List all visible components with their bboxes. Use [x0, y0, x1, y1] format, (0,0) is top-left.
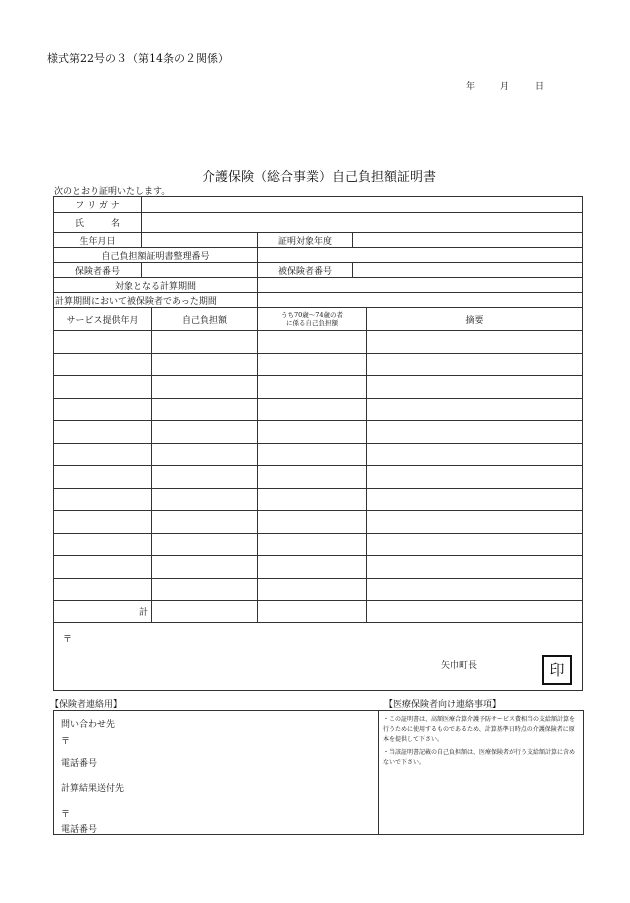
intro-text: 次のとおり証明いたします。 [54, 187, 171, 197]
table-row [54, 511, 583, 534]
service-table [53, 307, 583, 623]
table-row [54, 398, 583, 421]
form-number: 様式第22号の３（第14条の２関係） [47, 52, 229, 65]
copay-cell[interactable] [152, 421, 258, 444]
copay-70-74-cell[interactable] [258, 556, 367, 579]
copay-70-74-cell[interactable] [258, 398, 367, 421]
furigana-label: フ リ ガ ナ [54, 197, 142, 213]
date-year: 年 [466, 82, 476, 92]
send-to-label: 計算結果送付先 [61, 784, 125, 794]
header-service-month: サービス提供年月 [54, 308, 152, 331]
insurer-number-label: 保険者番号 [54, 263, 142, 278]
copay-70-74-cell[interactable] [258, 376, 367, 399]
postal-mark-2: 〒 [61, 810, 71, 820]
copay-70-74-cell[interactable] [258, 353, 367, 376]
copay-cell[interactable] [152, 511, 258, 534]
name-field[interactable] [142, 213, 583, 233]
insured-period-field[interactable] [258, 293, 583, 308]
copay-cell[interactable] [152, 331, 258, 354]
service-month-cell[interactable] [54, 353, 152, 376]
copay-70-74-cell[interactable] [258, 533, 367, 556]
service-month-cell[interactable] [54, 511, 152, 534]
service-month-cell[interactable] [54, 443, 152, 466]
copay-cell[interactable] [152, 556, 258, 579]
copay-70-74-cell[interactable] [258, 466, 367, 489]
birthdate-label: 生年月日 [54, 233, 142, 248]
remarks-cell[interactable] [367, 511, 583, 534]
table-row [54, 331, 583, 354]
remarks-cell[interactable] [367, 443, 583, 466]
birthdate-field[interactable] [142, 233, 258, 248]
table-row [54, 443, 583, 466]
issuer-area [53, 622, 583, 691]
copay-cell[interactable] [152, 488, 258, 511]
medical-note: ・この証明書は、高額医療合算介護予防サービス費相当の支給額計算を行うために使用するものであるため、計算基準日時点の介護保険者に原本を提供して下さい。 [383, 716, 576, 743]
service-month-cell[interactable] [54, 421, 152, 444]
service-month-cell[interactable] [54, 556, 152, 579]
inquiry-label: 問い合わせ先 [61, 720, 116, 730]
copay-70-74-cell[interactable] [258, 331, 367, 354]
cert-year-field[interactable] [353, 233, 583, 248]
postal-mark-1: 〒 [61, 737, 71, 747]
postal-mark: 〒 [63, 635, 73, 645]
insured-period-label: 計算期間において被保険者であった期間 [54, 293, 258, 308]
total-row [54, 601, 583, 623]
copay-cell[interactable] [152, 353, 258, 376]
phone-label-1: 電話番号 [61, 759, 98, 769]
table-row [54, 376, 583, 399]
copay-70-74-cell[interactable] [258, 443, 367, 466]
copay-cell[interactable] [152, 578, 258, 601]
page-title: 介護保険（総合事業）自己負担額証明書 [201, 170, 436, 185]
copay-cell[interactable] [152, 466, 258, 489]
table-row [54, 556, 583, 579]
cert-year-label: 証明対象年度 [258, 233, 353, 248]
remarks-cell[interactable] [367, 578, 583, 601]
table-row [54, 488, 583, 511]
service-month-cell[interactable] [54, 398, 152, 421]
service-month-cell[interactable] [54, 331, 152, 354]
furigana-field[interactable] [142, 197, 583, 213]
calc-period-label: 対象となる計算期間 [54, 278, 258, 293]
date-month: 月 [500, 82, 510, 92]
copay-70-74-cell[interactable] [258, 421, 367, 444]
total-copay-70-74-cell[interactable] [258, 601, 367, 623]
service-month-cell[interactable] [54, 488, 152, 511]
remarks-cell[interactable] [367, 331, 583, 354]
contact-box [53, 710, 584, 835]
name-label: 氏 名 [54, 213, 142, 233]
mayor-title: 矢巾町長 [441, 661, 478, 671]
copay-70-74-cell[interactable] [258, 488, 367, 511]
table-row [54, 353, 583, 376]
remarks-cell[interactable] [367, 376, 583, 399]
remarks-cell[interactable] [367, 488, 583, 511]
phone-label-2: 電話番号 [61, 825, 98, 835]
copay-70-74-cell[interactable] [258, 511, 367, 534]
copay-cell[interactable] [152, 443, 258, 466]
total-label: 計 [54, 601, 152, 623]
insurer-contact-heading: 【保険者連絡用】 [50, 700, 123, 710]
insured-number-label: 被保険者番号 [258, 263, 353, 278]
calc-period-field[interactable] [258, 278, 583, 293]
header-remarks: 摘要 [367, 308, 583, 331]
service-month-cell[interactable] [54, 578, 152, 601]
medical-notes [383, 715, 579, 768]
header-copay-70-74: うち70歳～74歳の者 に係る自己負担額 [258, 308, 367, 331]
remarks-cell[interactable] [367, 398, 583, 421]
copay-cell[interactable] [152, 398, 258, 421]
total-copay-cell[interactable] [152, 601, 258, 623]
table-row [54, 533, 583, 556]
remarks-cell[interactable] [367, 353, 583, 376]
remarks-cell[interactable] [367, 533, 583, 556]
service-month-cell[interactable] [54, 376, 152, 399]
table-row [54, 578, 583, 601]
cert-number-field[interactable] [258, 248, 583, 263]
cert-number-label: 自己負担額証明書整理番号 [54, 248, 258, 263]
medical-note: ・当該証明書記載の自己負担額は、医療保険者が行う支給額計算に含めないで下さい。 [383, 749, 576, 766]
header-copay: 自己負担額 [152, 308, 258, 331]
table-row [54, 421, 583, 444]
insurer-number-field[interactable] [142, 263, 258, 278]
copay-70-74-cell[interactable] [258, 578, 367, 601]
copay-cell[interactable] [152, 376, 258, 399]
medical-notes-heading: 【医療保険者向け連絡事項】 [384, 700, 502, 710]
table-row [54, 466, 583, 489]
copay-cell[interactable] [152, 533, 258, 556]
remarks-cell[interactable] [367, 421, 583, 444]
personal-info-table [53, 196, 583, 308]
service-month-cell[interactable] [54, 533, 152, 556]
remarks-cell[interactable] [367, 466, 583, 489]
seal-box: 印 [542, 655, 572, 685]
service-month-cell[interactable] [54, 466, 152, 489]
insured-number-field[interactable] [353, 263, 583, 278]
remarks-cell[interactable] [367, 556, 583, 579]
total-remarks-cell[interactable] [367, 601, 583, 623]
date-day: 日 [535, 82, 545, 92]
